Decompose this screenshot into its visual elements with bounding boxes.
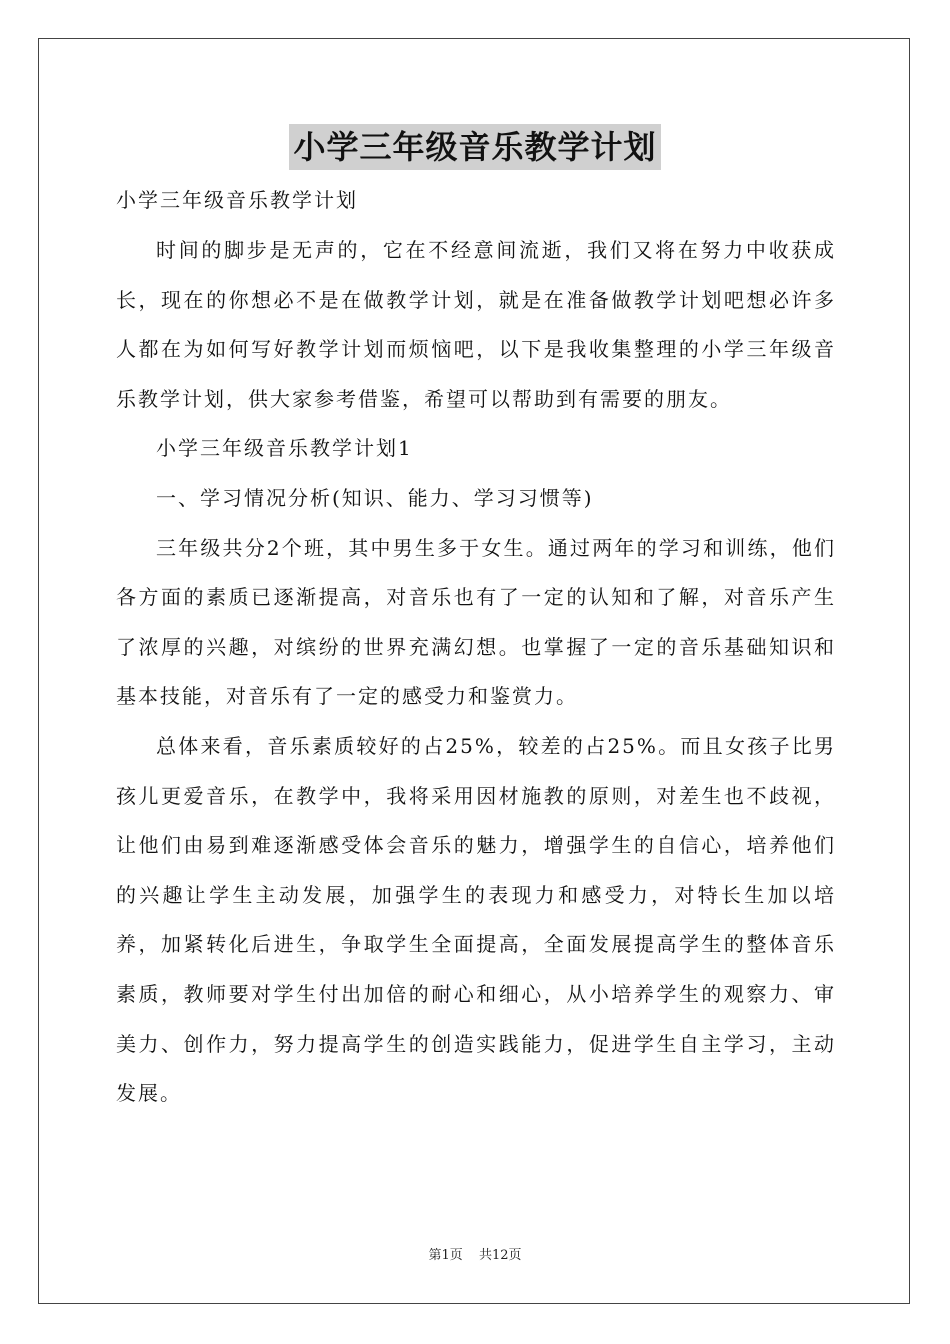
paragraph-section-heading: 小学三年级音乐教学计划1 xyxy=(156,436,413,461)
page-total: 共12页 xyxy=(478,1248,522,1263)
page-number: 第1页 xyxy=(428,1248,463,1263)
paragraph-class-analysis: 三年级共分2个班，其中男生多于女生。通过两年的学习和训练，他们各方面的素质已逐渐提高，对音乐也有了一定的认知和了解，对音乐产生了浓厚的兴趣，对缤纷的世界充满幻想。也掌握了一定的音乐基础知识和基本技能，对音乐有了一定的感受力和鉴赏力。 xyxy=(116,535,836,709)
document-subtitle: 小学三年级音乐教学计划 xyxy=(116,188,358,212)
paragraph-intro: 时间的脚步是无声的，它在不经意间流逝，我们又将在努力中收获成长，现在的你想必不是在做教学计划，就是在准备做教学计划吧想必许多人都在为如何写好教学计划而烦恼吧，以下是我收集整理的小学三年级音乐教学计划，供大家参考借鉴，希望可以帮助到有需要的朋友。 xyxy=(116,238,836,411)
page-footer xyxy=(0,1244,950,1263)
paragraph-overall-assessment: 总体来看，音乐素质较好的占25%，较差的占25%。而且女孩子比男孩儿更爱音乐，在教学中，我将采用因材施教的原则，对差生也不歧视，让他们由易到难逐渐感受体会音乐的魅力，增强学生的自信心，培养他们的兴趣让学生主动发展，加强学生的表现力和感受力，对特长生加以培养，加紧转化后进生，争取学生全面提高，全面发展提高学生的整体音乐素质，教师要对学生付出加倍的耐心和细心，从小培养学生的观察力、审美力、创作力，努力提高学生的创造实践能力，促进学生自主学习，主动发展。 xyxy=(116,733,836,1106)
paragraph-subheading: 一、学习情况分析(知识、能力、学习习惯等) xyxy=(156,485,594,510)
document-body xyxy=(116,178,836,1119)
document-title-wrapper xyxy=(0,124,950,170)
document-title: 小学三年级音乐教学计划 xyxy=(289,124,660,170)
